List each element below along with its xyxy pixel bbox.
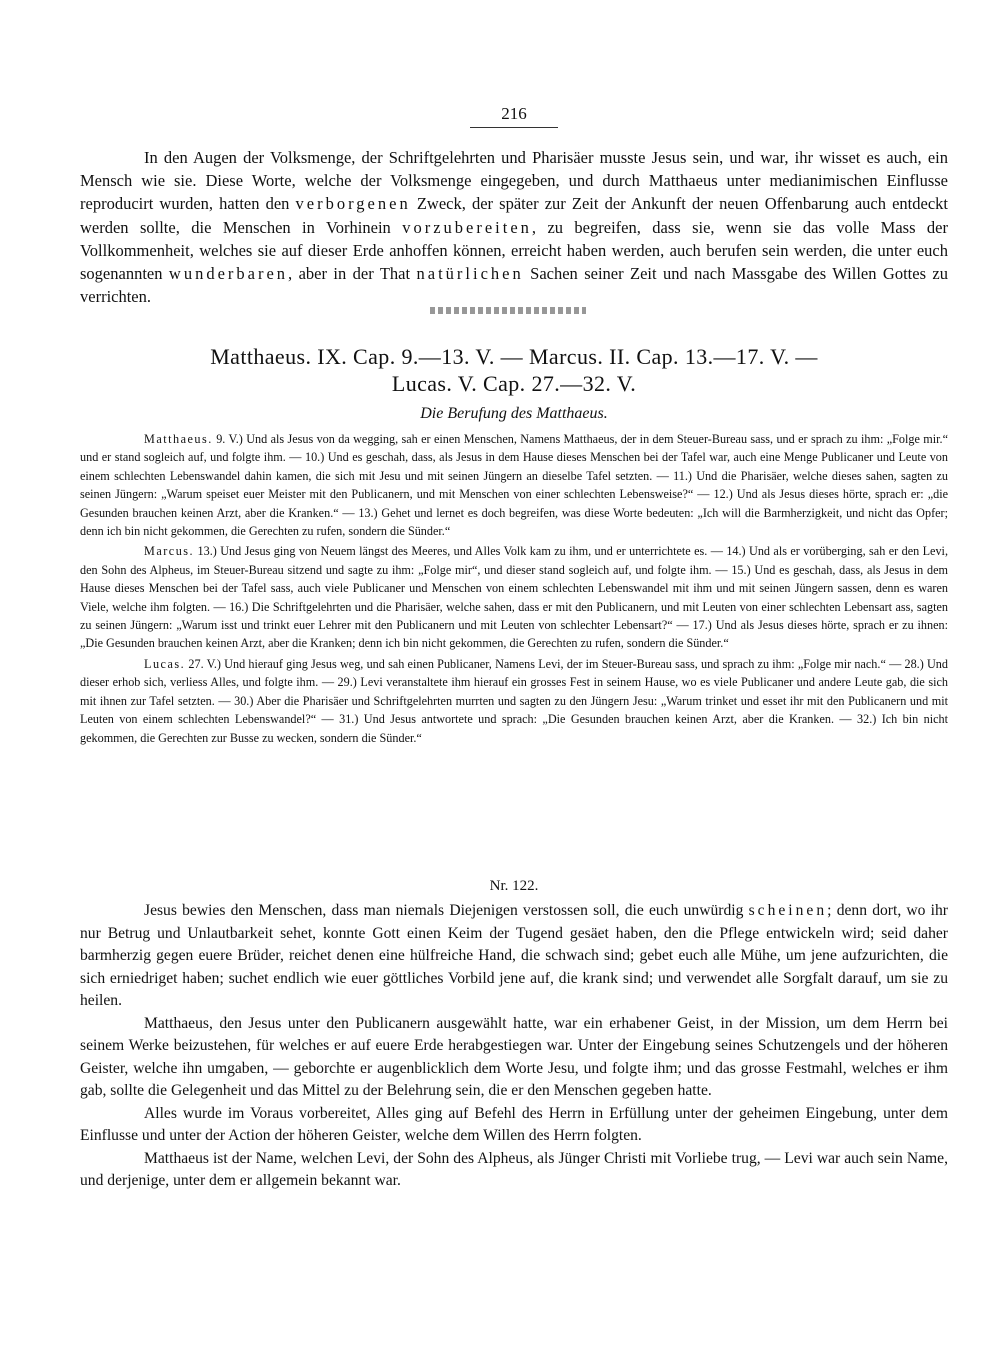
spaced-word: scheinen bbox=[748, 902, 828, 919]
spaced-word: natürlichen bbox=[416, 264, 524, 284]
verse-text: 9. V.) Und als Jesus von da wegging, sah er einen Menschen, Namens Matthaeus, der in dem Steuer-Bureau sass, und er sprach zu ihm: „Folge mir.“ und er stand sogleich auf, und folgte ihm. — 10.) Und es geschah, dass, als Jesus in dem Hause dieses Menschen bei der Tafel war, auch eine Menge Publicaner und Leute von einem schlechten Lebenswandel dahin kamen, die sich mit Jesu und mit seinen Jüngern an dieselbe Tafel setzten. — 11.) Und die Pharisäer, welche dieses sahen, sagten zu seinen Jüngern: „Warum speiset euer Meister mit den Publicanern, und mit Menschen von einer schlechten Lebensweise?“ — 12.) Und als Jesus dieses hörte, sprach er: „die Gesunden brauchen keinen Arzt, aber die Kranken.“ — 13.) Gehet und lernet es doch begreifen, was diese Worte bedeuten: „Ich will die Barmherzigkeit, und nicht das Opfer; denn ich bin nicht gekommen, die Gerechten zu rufen, sondern die Sünder.“ bbox=[80, 432, 948, 539]
verse-text: 27. V.) Und hierauf ging Jesus weg, und sah einen Publicaner, Namens Levi, der im Steuer-Bureau sass, und sprach zu ihm: „Folge mir nach.“ — 28.) Und dieser erhob sich, verliess Alles, und folgte ihm. — 29.) Levi veranstaltete ihm hierauf ein grosses Fest in seinem Hause, wo es viele Publicaner und andere Leute gab, die sich mit ihnen zur Tafel setzten. — 30.) Aber die Pharisäer und Schriftgelehrten murrten und sagten zu den Jüngern Jesu: „Warum trinket und esset ihr mit den Publicanern und mit Leuten von einem schlechten Lebenswandel?“ — 31.) Und Jesus antwortete und sprach: „Die Gesunden brauchen keinen Arzt, aber die Kranken. — 32.) Ich bin nicht gekommen, die Gerechten zur Busse zu wecken, sondern die Sünder.“ bbox=[80, 656, 948, 745]
intro-text: Zweck, der später zur Zeit der Ankunft der neuen Offenbarung auch entdeckt werden sollte, die Menschen in Vorhinein bbox=[80, 194, 948, 237]
commentary bbox=[80, 900, 948, 1193]
verse-block-marcus bbox=[80, 542, 948, 652]
verse-source: Marcus. bbox=[144, 544, 195, 559]
intro-text: , aber in der That bbox=[288, 264, 417, 284]
commentary-paragraph: Matthaeus ist der Name, welchen Levi, der Sohn des Alpheus, als Jünger Christi mit Vorliebe trug, — Levi war auch sein Name, und derjenige, unter dem er allgemein bekannt war. bbox=[80, 1149, 948, 1189]
spaced-word: wunderbaren bbox=[168, 264, 289, 284]
verse-text: 13.) Und Jesus ging von Neuem längst des Meeres, und Alles Volk kam zu ihm, und er unterrichtete es. — 14.) Und als er vorüberging, sah er den Levi, den Sohn des Alpheus, im Steuer-Bureau sitzend und sagte zu ihm: „Folge mir“, und dieser stand sogleich auf, und folgte ihm. — 15.) Und es geschah, dass, als Jesus in dem Hause dieses Menschen bei der Tafel sass, auch viele Publicaner und Menschen von einem schlechten Lebenswandel mit ihm und mit seinen Jüngern sassen, denn es waren Viele, welche ihm folgten. — 16.) Die Schriftgelehrten und die Pharisäer, welche sahen, dass er mit den Publicanern, und mit Leuten von einer schlechten Lebensart ass, sagten zu seinen Jüngern: „Warum isst und trinkt euer Lehrer mit den Publicanern und mit Leuten von schlechter Lebensart?“ — 17.) Und als Jesus dieses hörte, sprach er zu ihnen: „Die Gesunden brauchen keinen Arzt, aber die Kranken; denn ich bin nicht gekommen, die Gerechten zu rufen, sondern die Sünder.“ bbox=[80, 544, 948, 651]
paragraph-text: Jesus bewies den Menschen, dass man niemals Diejenigen verstossen soll, die euch unwürdig bbox=[144, 902, 749, 919]
intro-paragraph bbox=[80, 146, 948, 308]
intro-text: In den Augen der Volksmenge, der Schriftgelehrten und Pharisäer musste Jesus sein, und war, ihr wisset es auch, ein Mensch wie sie. Diese Worte, welche der Volksmenge eingegeben, und durch Matthaeus unter medianimischen Einflusse reproducirt wurden, hatten den bbox=[80, 148, 948, 214]
spaced-word: verborgenen bbox=[295, 194, 411, 214]
commentary-paragraph: Matthaeus, den Jesus unter den Publicanern ausgewählt hatte, war ein erhabener Geist, in der Mission, um dem Herrn bei seinem Werke beizustehen, für welches er auf euere Erde herabgestiegen war. Unter der Eingebung seines Schutzengels und der höheren Geister, welche ihn umgaben, — geborchte er augenblicklich dem Worte Jesu, und folgte ihm; und das grosse Festmahl, welches er ihm gab, sollte die Gelegenheit und das Mittel zu der Belehrung sein, die er den Menschen gegeben hatte. bbox=[80, 1014, 948, 1099]
section-heading-line-1: Matthaeus. IX. Cap. 9.—13. V. — Marcus. II. Cap. 13.—17. V. — bbox=[210, 344, 818, 369]
section-subtitle: Die Berufung des Matthaeus. bbox=[420, 405, 608, 422]
verse-source: Lucas. bbox=[144, 656, 186, 671]
section-heading-line-2: Lucas. V. Cap. 27.—32. V. bbox=[391, 371, 637, 396]
number-heading: Nr. 122. bbox=[489, 878, 539, 894]
intro-text: Sachen seiner Zeit und nach Massgabe des Willen Gottes zu verrichten. bbox=[80, 264, 948, 307]
verse-source: Matthaeus. bbox=[144, 432, 213, 446]
paragraph-text: ; denn dort, wo ihr nur Betrug und Unlautbarkeit sehet, konnte Gott einen Keim der Tugend gesäet haben, den die Pflege entwickeln wird; seid daher barmherzig gegen euere Brüder, reichet denen eine hülfreiche Hand, die schwach sind; gebet euch alle Mühe, um jene aufzurichten, die sich erniedriget haben; suchet endlich wie euer göttliches Vorbild jene auf, die krank sind; und verwendet alle Sorgfalt darauf, um sie zu heilen. bbox=[80, 902, 948, 1009]
verse-block-lucas bbox=[80, 655, 948, 747]
page-number-rule bbox=[470, 127, 558, 128]
commentary-paragraph: Alles wurde im Voraus vorbereitet, Alles ging auf Befehl des Herrn in Erfüllung unter der geheimen Eingebung, unter dem Einflusse und unter der Action der höheren Geister, welche dem Willen des Herrn folgten. bbox=[80, 1104, 948, 1144]
decorative-divider bbox=[430, 307, 586, 314]
gospel-verses bbox=[80, 430, 948, 747]
intro-text: , zu begreifen, dass sie, wenn sie das volle Mass der Vollkommenheit, welches sie auf dieser Erde anhoffen können, erreicht haben werden, auch berufen sein werden, die unter euch sogenannten bbox=[80, 217, 948, 284]
spaced-word: vorzubereiten bbox=[402, 217, 532, 237]
page-number: 216 bbox=[501, 104, 527, 123]
commentary-paragraph bbox=[80, 900, 948, 1013]
verse-block-matthaeus bbox=[80, 430, 948, 540]
